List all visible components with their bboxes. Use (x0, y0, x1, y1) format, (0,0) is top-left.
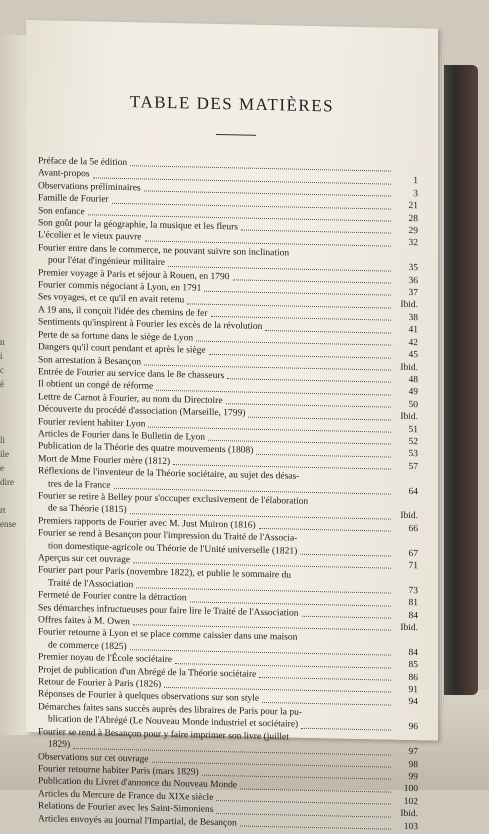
toc-entry-text: Premier voyage à Paris et séjour à Rouen, en 1790 (38, 267, 230, 282)
toc-entry-text: A 19 ans, il conçoit l'idée des chemins de fer (38, 305, 208, 319)
toc-page-number: 53 (408, 449, 418, 460)
toc-page-number: 85 (408, 660, 418, 671)
toc-page-number: 91 (408, 685, 418, 696)
toc-page-number: 42 (408, 337, 418, 348)
leader-dots (262, 702, 391, 706)
toc-entry-text: Articles du Mercure de France du XIXe siècle (38, 788, 214, 803)
toc-page-number: Ibid. (400, 511, 418, 522)
toc-page-number: 35 (408, 263, 418, 274)
toc-page-number: 100 (403, 784, 418, 795)
toc-entry-text: Découverte du procédé d'association (Marseille, 1799) (38, 404, 246, 419)
toc-entry-text: Réponses de Fourier à quelques observations sur son style (38, 689, 260, 705)
toc-entry-text: Premier noyau de l'École sociétaire (38, 652, 173, 666)
toc-page-number: 37 (408, 288, 418, 299)
toc-page-number: 36 (408, 275, 418, 286)
toc-page-number: 1 (413, 176, 418, 187)
toc-entry-text: tres de la France (48, 479, 111, 491)
title-rule (216, 134, 256, 136)
toc-page-number: 102 (403, 796, 418, 807)
toc-entry-text: Dangers qu'il court pendant et après le siège (38, 342, 206, 356)
left-page-fragment (0, 419, 16, 433)
left-page-fragment: ile (0, 449, 9, 459)
left-page-fragment (0, 405, 16, 419)
toc-page-number: 32 (408, 238, 418, 249)
toc-entry-text: Retour de Fourier à Paris (1826) (38, 677, 162, 690)
toc-entry-text: Traité de l'Association (48, 578, 134, 591)
toc-entry-text: Aperçus sur cet ouvrage (38, 553, 131, 566)
toc-page-number: 50 (408, 399, 418, 410)
toc-entry-text: pour l'état d'ingénieur militaire (48, 255, 166, 269)
toc-entry-text: Articles envoyés au journal l'Impartial, de Besançon (38, 813, 237, 828)
toc-page-number: 66 (408, 523, 418, 534)
toc-entry-text: Fourier part pour Paris (novembre 1822), et publie le sommaire du (38, 565, 292, 581)
left-page-fragment: e (0, 463, 4, 473)
toc-entry-text: Fourier revient habiter Lyon (38, 416, 146, 430)
toc-page-number: 51 (408, 424, 418, 435)
toc-entry-text: Avant-propos (38, 168, 90, 180)
toc-entry-text: Fourier se rend à Besançon pour l'impression du Traité de l'Associa- (38, 528, 298, 544)
toc-page-number: 94 (408, 697, 418, 708)
toc-entry-text: Ses démarches infructueuses pour faire lire le Traité de l'Association (38, 602, 299, 619)
toc-entry-text: Perte de sa fortune dans le siège de Lyon (38, 329, 194, 344)
left-page-fragment: c (0, 365, 4, 375)
toc-page-number: 48 (408, 374, 418, 386)
toc-entry-text: Fourier retourne habiter Paris (mars 1829) (38, 764, 199, 778)
leader-dots (265, 330, 391, 334)
toc-page-number: 21 (408, 201, 418, 212)
left-page-fragment: i (0, 351, 3, 361)
left-page-fragments (0, 335, 16, 531)
left-page-fragment: li (0, 435, 6, 445)
leader-dots (259, 677, 391, 681)
toc-page (26, 20, 438, 832)
toc-page-number: 84 (408, 610, 418, 621)
toc-page-number: 97 (408, 747, 418, 758)
toc-entry-text: blication de l'Abrégé (Le Nouveau Monde industriel et sociétaire) (48, 714, 299, 730)
left-page-fragment: é (0, 379, 4, 389)
toc-page-number: 29 (408, 226, 418, 237)
toc-page-number: Ibid. (400, 411, 418, 423)
toc-page-number: 52 (408, 436, 418, 448)
toc-page-number: Ibid. (400, 300, 418, 311)
toc-entry-text: Fourier entre dans le commerce, ne pouvant suivre son inclination (38, 243, 290, 259)
toc-entry-text: Observations sur cet ouvrage (38, 751, 149, 765)
toc-list (38, 155, 418, 833)
leader-dots (302, 616, 391, 619)
toc-entry-text: L'écolier et le vieux pauvre (38, 230, 142, 243)
toc-entry-text: Premiers rapports de Fourier avec M. Just Muiron (1816) (38, 516, 256, 531)
toc-page-number: 49 (408, 387, 418, 398)
toc-page-number: 73 (408, 585, 418, 597)
left-page-fragment: rt (0, 505, 6, 515)
toc-entry-text: Articles de Fourier dans le Bulletin de Lyon (38, 429, 206, 443)
toc-entry-text: Son arrestation à Besançon (38, 354, 142, 367)
left-page-fragment (0, 489, 16, 503)
toc-entry-text: Réflexions de l'inventeur de la Théorie sociétaire, au sujet des désas- (38, 466, 300, 482)
toc-page-number: 57 (408, 461, 418, 472)
toc-page-number: 38 (408, 312, 418, 324)
toc-entry-text: 1829) (48, 739, 71, 751)
toc-entry-text: Démarches faites sans succès auprès des libraires de Paris pour la pu- (38, 702, 303, 718)
toc-page-number: 41 (408, 325, 418, 336)
toc-entry-text: Lettre de Carnot à Fourier, au nom du Directoire (38, 391, 223, 406)
toc-page-number: Ibid. (400, 362, 418, 373)
toc-entry-text: Son enfance (38, 205, 85, 217)
book-cover (440, 65, 478, 695)
toc-page-number: 86 (408, 672, 418, 683)
toc-page-number: 71 (408, 561, 418, 572)
left-page-fragment (0, 391, 16, 405)
toc-page-number: 103 (403, 821, 418, 832)
leader-dots (256, 454, 391, 458)
toc-page-number: 98 (408, 759, 418, 770)
toc-entry-text: Fermeté de Fourier contre la détraction (38, 590, 187, 604)
toc-page-number: Ibid. (400, 622, 418, 634)
leader-dots (259, 528, 391, 532)
toc-page-number: 81 (408, 598, 418, 609)
toc-page-number: 45 (408, 350, 418, 361)
toc-entry-text: Fourier se retire à Belley pour s'occuper exclusivement de l'élaboration (38, 491, 309, 507)
toc-page-number: Ibid. (400, 808, 418, 820)
toc-entry-text: Relations de Fourier avec les Saint-Simoniens (38, 801, 214, 816)
toc-entry-text: Publication de la Théorie des quatre mouvements (1808) (38, 441, 254, 457)
toc-entry-text: Publication du Livret d'annonce du Nouveau Monde (38, 776, 238, 791)
toc-entry-text: Son goût pour la géographie, la musique et les fleurs (38, 218, 238, 233)
page-title: TABLE DES MATIÈRES (129, 92, 335, 116)
left-page-fragment: dire (0, 477, 14, 487)
toc-page-number: 3 (413, 188, 418, 200)
toc-page-number: 67 (408, 548, 418, 559)
leader-dots (248, 416, 391, 420)
toc-entry-text: Offres faites à M. Owen (38, 615, 130, 628)
left-page-fragment: n (0, 337, 5, 347)
toc-entry-text: Entrée de Fourier au service dans le 8e chasseurs (38, 367, 225, 382)
toc-page-number: 99 (408, 771, 418, 783)
toc-entry-text: tion domestique-agricole ou Théorie de l'Unité universelle (1821) (48, 541, 298, 557)
toc-entry-text: Projet de publication d'un Abrégé de la Théorie sociétaire (38, 664, 257, 680)
toc-entry-text: de sa Théorie (1815) (48, 503, 127, 516)
toc-page-number: 84 (408, 647, 418, 659)
toc-page-number: 64 (408, 486, 418, 497)
toc-entry-text: Mort de Mme Fourier mère (1812) (38, 454, 171, 467)
toc-entry-text: Il obtient un congé de réforme (38, 379, 154, 392)
toc-entry-text: Fourier retourne à Lyon et se place comme caissier dans une maison (38, 627, 298, 644)
left-page-fragment: ense (0, 519, 16, 529)
toc-entry-text: Préface de la 5e édition (38, 156, 128, 169)
toc-entry-text: Ses voyages, et ce qu'il en avait retenu (38, 292, 185, 306)
leader-dots (301, 727, 391, 730)
toc-entry-text: Fourier se rend à Besançon pour y faire imprimer son livre (juillet (38, 726, 289, 743)
toc-page-number: 96 (408, 722, 418, 733)
toc-page-number: 28 (408, 213, 418, 224)
toc-entry-text: de commerce (1825) (48, 640, 127, 652)
leader-dots (240, 825, 391, 829)
toc-entry-text: Observations préliminaires (38, 181, 141, 194)
leader-dots (300, 554, 391, 557)
toc-entry-text: Famille de Fourier (38, 193, 109, 205)
toc-entry-text: Sentiments qu'inspirent à Fourier les excès de la révolution (38, 317, 263, 333)
toc-entry-text: Fourier commis négociant à Lyon, en 1791 (38, 280, 202, 294)
